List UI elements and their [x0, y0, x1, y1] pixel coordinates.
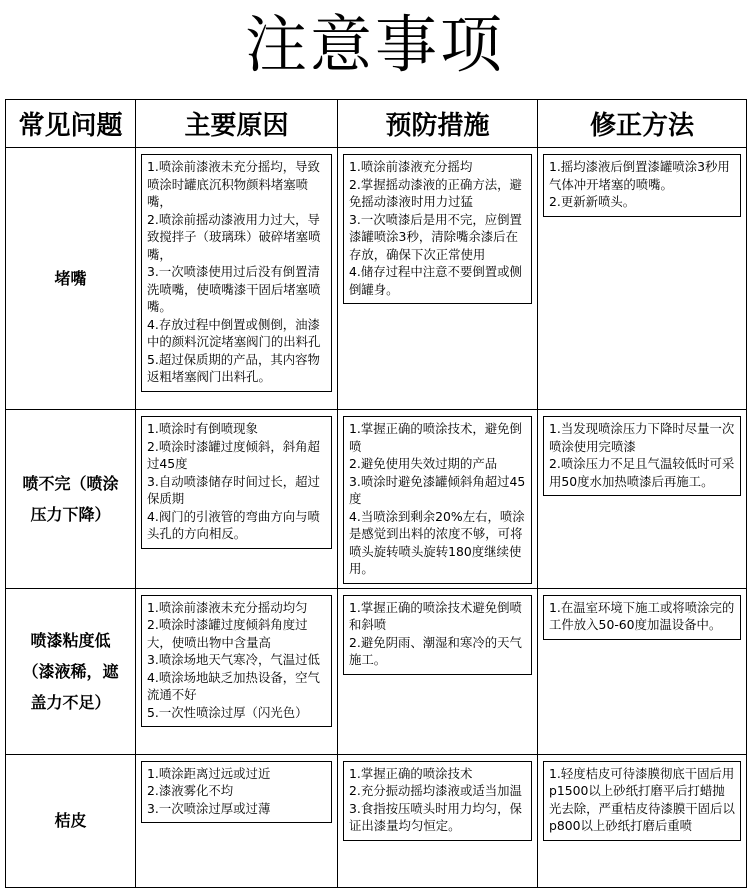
- list-item: 2.喷涂时漆罐过度倾斜角度过大，使喷出物中含量高: [147, 617, 308, 650]
- list-item: 5.一次性喷涂过厚（闪光色）: [147, 704, 308, 720]
- fix-cell: [538, 410, 747, 589]
- list-item: 2.喷涂压力不足且气温较低时可采用50度水加热喷漆后再施工。: [549, 456, 735, 489]
- table-row: [6, 410, 747, 589]
- list-item: 1.喷涂时有倒喷现象: [147, 421, 258, 436]
- list-item: 1.轻度桔皮可待漆膜彻底干固后用p1500以上砂纸打磨平后打蜡抛光去除，严重桔皮待漆膜干固后以p800以上砂纸打磨后重喷: [549, 765, 735, 833]
- list-item: 2.避免使用失效过期的产品: [349, 456, 498, 471]
- list-item: 3.一次喷漆后是用不完，应倒置漆罐喷涂3秒，清除嘴余漆后在存放，确保下次正常使用: [349, 211, 522, 262]
- list-item: 1.掌握正确的喷涂技术避免倒喷和斜喷: [349, 599, 522, 632]
- prevention-cell: [338, 410, 538, 589]
- list-item: 2.喷涂前摇动漆液用力过大，导致搅拌子（玻璃珠）破碎堵塞喷嘴，: [147, 211, 321, 262]
- list-item: 2.喷涂时漆罐过度倾斜，斜角超过45度: [147, 438, 320, 471]
- list-item: 4.存放过程中倒置或侧倒，油漆中的颜料沉淀堵塞阀门的出料孔: [147, 316, 321, 349]
- list-item: 3.食指按压喷头时用力均匀，保证出漆量均匀恒定。: [349, 800, 522, 833]
- page-title: 注意事项: [244, 8, 505, 81]
- problem-cell: 喷不完（喷涂压力下降）: [6, 410, 136, 589]
- list-item: 1.当发现喷涂压力下降时尽量一次喷涂使用完喷漆: [549, 421, 735, 454]
- list-item: 4.喷涂场地缺乏加热设备，空气流通不好: [147, 669, 320, 702]
- list-item: 3.一次喷涂过厚或过薄: [147, 800, 271, 816]
- problem-cell: 堵嘴: [6, 148, 136, 410]
- list-item: 2.掌握摇动漆液的正确方法，避免摇动漆液时用力过猛: [349, 176, 522, 209]
- cause-cell: [136, 148, 338, 410]
- list-item: 2.漆液雾化不均: [147, 783, 234, 798]
- list-item: 4.阀门的引液管的弯曲方向与喷头孔的方向相反。: [147, 508, 320, 541]
- cause-cell: [136, 754, 338, 887]
- list-item: 1.喷涂前漆液充分摇均: [349, 159, 473, 174]
- list-item: 4.当喷涂到剩余20%左右，喷涂是感觉到出料的浓度不够，可将喷头旋转喷头旋转180度继续使用。: [349, 508, 525, 576]
- table-row: [6, 754, 747, 887]
- list-item: 2.避免阴雨、潮湿和寒冷的天气施工。: [349, 634, 522, 667]
- prevention-cell: [338, 588, 538, 754]
- header-row: [6, 100, 747, 148]
- list-item: 1.掌握正确的喷涂技术，避免倒喷: [349, 421, 522, 454]
- table-row: [6, 588, 747, 754]
- header-cause: 主要原因: [136, 100, 338, 148]
- list-item: 5.超过保质期的产品，其内容物返粗堵塞阀门出料孔。: [147, 351, 320, 384]
- header-problem: 常见问题: [6, 100, 136, 148]
- list-item: 3.一次喷漆使用过后没有倒置清洗喷嘴，使喷嘴漆干固后堵塞喷嘴。: [147, 264, 321, 314]
- list-item: 4.储存过程中注意不要倒置或侧倒罐身。: [349, 264, 522, 297]
- cause-cell: [136, 588, 338, 754]
- list-item: 1.在温室环境下施工或将喷涂完的工件放入50-60度加温设备中。: [549, 599, 735, 632]
- problem-cell: 桔皮: [6, 754, 136, 887]
- list-item: 2.更新新喷头。: [549, 194, 636, 209]
- list-item: 1.喷涂距离过远或过近: [147, 765, 271, 781]
- fix-cell: [538, 588, 747, 754]
- list-item: 2.充分振动摇均漆液或适当加温: [349, 783, 522, 798]
- prevention-cell: [338, 754, 538, 887]
- header-fix: 修正方法: [538, 100, 747, 148]
- list-item: 3.喷涂场地天气寒冷，气温过低: [147, 652, 320, 667]
- fix-cell: [538, 754, 747, 887]
- header-prevention: 预防措施: [338, 100, 538, 148]
- list-item: 1.摇均漆液后倒置漆罐喷涂3秒用气体冲开堵塞的喷嘴。: [549, 159, 730, 192]
- prevention-cell: [338, 148, 538, 410]
- list-item: 1.掌握正确的喷涂技术: [349, 765, 473, 781]
- fix-cell: [538, 148, 747, 410]
- list-item: 3.喷涂时避免漆罐倾斜角超过45度: [349, 473, 526, 506]
- list-item: 3.自动喷漆储存时间过长，超过保质期: [147, 473, 320, 506]
- problem-cell: 喷漆粘度低（漆液稀，遮盖力不足）: [6, 588, 136, 754]
- cause-cell: [136, 410, 338, 589]
- faq-table: [5, 99, 747, 888]
- list-item: 1.喷涂前漆液未充分摇动均匀: [147, 599, 308, 615]
- table-row: [6, 148, 747, 410]
- list-item: 1.喷涂前漆液未充分摇均，导致喷涂时罐底沉积物颜料堵塞喷嘴，: [147, 159, 320, 209]
